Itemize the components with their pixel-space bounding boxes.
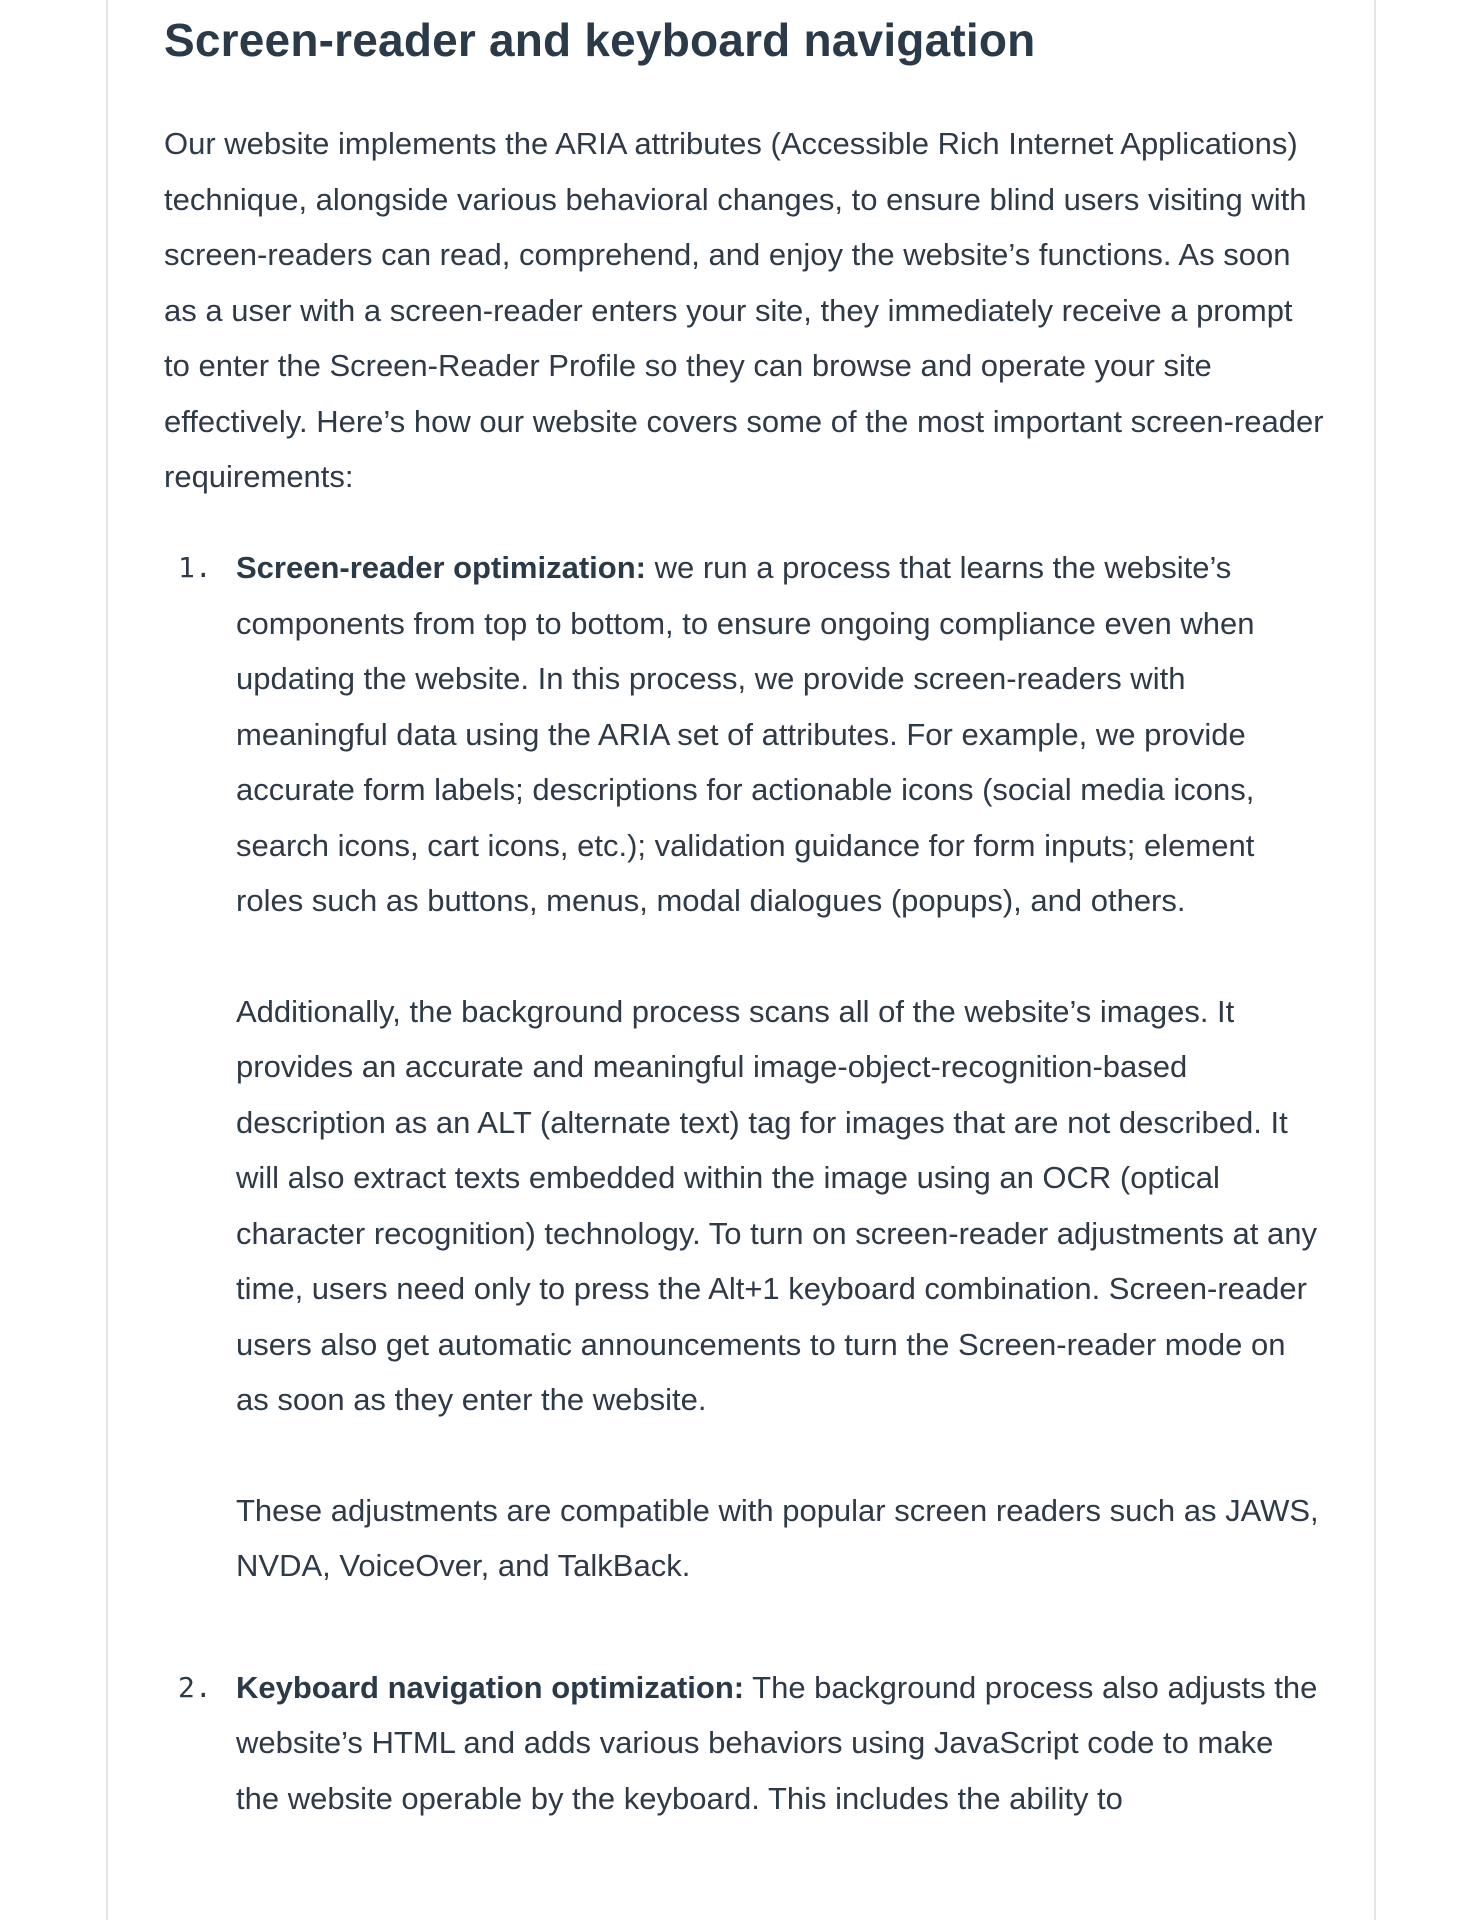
list-item-keyboard	[164, 1660, 1324, 1827]
item-text: we run a process that learns the website’s components from top to bottom, to ensure ongoing compliance even when updating the website. In this process, we provide screen-readers with meaningful data using the ARIA set of attributes. For example, we provide accurate form labels; descriptions for actionable icons (social media icons, search icons, cart icons, etc.); validation guidance for form inputs; element roles such as buttons, menus, modal dialogues (popups), and others.	[236, 550, 1255, 918]
requirements-list	[164, 540, 1324, 1881]
item-title: Keyboard navigation optimization:	[236, 1669, 745, 1705]
item-title: Screen-reader optimization:	[236, 550, 646, 585]
section-heading: Screen-reader and keyboard navigation	[164, 14, 1036, 66]
list-number: 1.	[178, 551, 212, 584]
item-paragraph	[236, 1660, 1324, 1827]
item-paragraph	[236, 540, 1324, 929]
item-paragraph: Additionally, the background process scans all of the website’s images. It provides an accurate and meaningful image-object-recognition-based description as an ALT (alternate text) tag for images that are not described. It will also extract texts embedded within the image using an OCR (optical character recognition) technology. To turn on screen-reader adjustments at any time, users need only to press the Alt+1 keyboard combination. Screen-reader users also get automatic announcements to turn the Screen-reader mode on as soon as they enter the website.	[236, 993, 1318, 1417]
list-number: 2.	[178, 1670, 212, 1704]
item-paragraph: These adjustments are compatible with popular screen readers such as JAWS, NVDA, VoiceOver, and TalkBack.	[236, 1492, 1319, 1583]
item-text: The background process also adjusts the website’s HTML and adds various behaviors using JavaScript code to make the website operable by the keyboard. This includes the ability to	[236, 1669, 1318, 1816]
list-item-screen-reader	[164, 540, 1324, 1594]
intro-paragraph: Our website implements the ARIA attributes (Accessible Rich Internet Applications) technique, alongside various behavioral changes, to ensure blind users visiting with screen-readers can read, comprehend, and enjoy the website’s functions. As soon as a user with a screen-reader enters your site, they immediately receive a prompt to enter the Screen-Reader Profile so they can browse and operate your site effectively. Here’s how our website covers some of the most important screen-reader requirements:	[164, 126, 1324, 494]
